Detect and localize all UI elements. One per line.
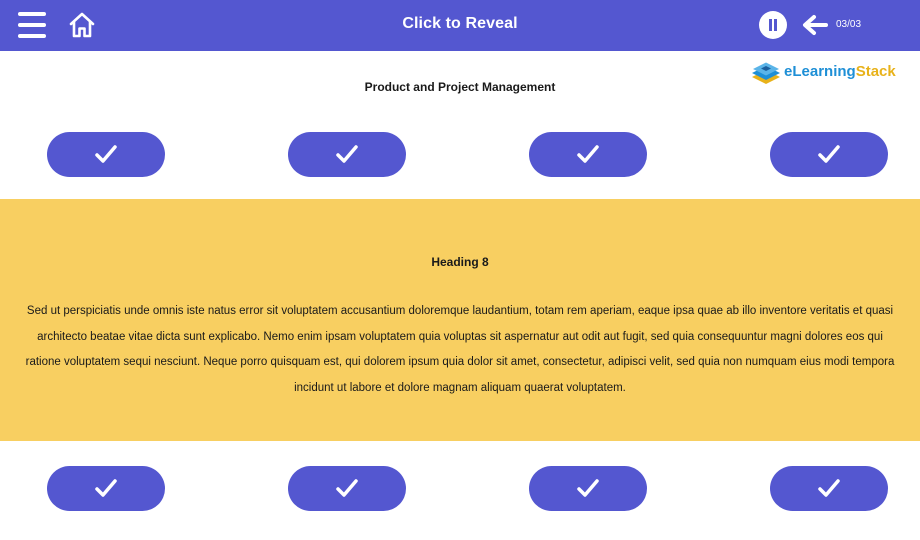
checkmark-icon — [576, 476, 600, 500]
checkmark-icon — [335, 476, 359, 500]
reveal-button-3[interactable] — [529, 132, 647, 177]
checkmark-icon — [817, 142, 841, 166]
revealed-content-panel — [0, 199, 920, 441]
checkmark-icon — [94, 476, 118, 500]
course-subtitle: Product and Project Management — [364, 80, 556, 94]
arrow-left-icon[interactable] — [802, 14, 828, 36]
reveal-button-8[interactable] — [770, 466, 888, 511]
reveal-button-4[interactable] — [770, 132, 888, 177]
page-title: Click to Reveal — [402, 15, 518, 32]
logo-text — [784, 63, 896, 80]
checkmark-icon — [335, 142, 359, 166]
logo-text-part2: Stack — [855, 63, 896, 80]
pause-icon[interactable] — [759, 11, 787, 39]
reveal-button-6[interactable] — [288, 466, 406, 511]
reveal-button-5[interactable] — [47, 466, 165, 511]
reveal-button-1[interactable] — [47, 132, 165, 177]
logo-text-part1: eLearning — [784, 63, 856, 80]
top-bar — [0, 0, 920, 51]
panel-body-text: Sed ut perspiciatis unde omnis iste natus error sit voluptatem accusantium doloremque laudantium, totam rem aperiam, eaque ipsa quae ab illo inventore veritatis et quasi architecto beatae vitae dicta sunt explicabo. Nemo enim ipsam voluptatem quia voluptas sit aspernatur aut odit aut fugit, sed quia consequuntur magni dolores eos qui ratione voluptatem sequi nesciunt. Neque porro quisquam est, qui dolorem ipsum quia dolor sit amet, consectetur, adipisci velit, sed quia non numquam eius modi tempora incidunt ut labore et dolore magnam aliquam quaerat voluptatem. — [25, 305, 895, 394]
panel-heading: Heading 8 — [431, 255, 489, 269]
checkmark-icon — [817, 476, 841, 500]
checkmark-icon — [94, 142, 118, 166]
slide-counter: 03/03 — [836, 19, 862, 30]
reveal-button-2[interactable] — [288, 132, 406, 177]
checkmark-icon — [576, 142, 600, 166]
reveal-button-7[interactable] — [529, 466, 647, 511]
